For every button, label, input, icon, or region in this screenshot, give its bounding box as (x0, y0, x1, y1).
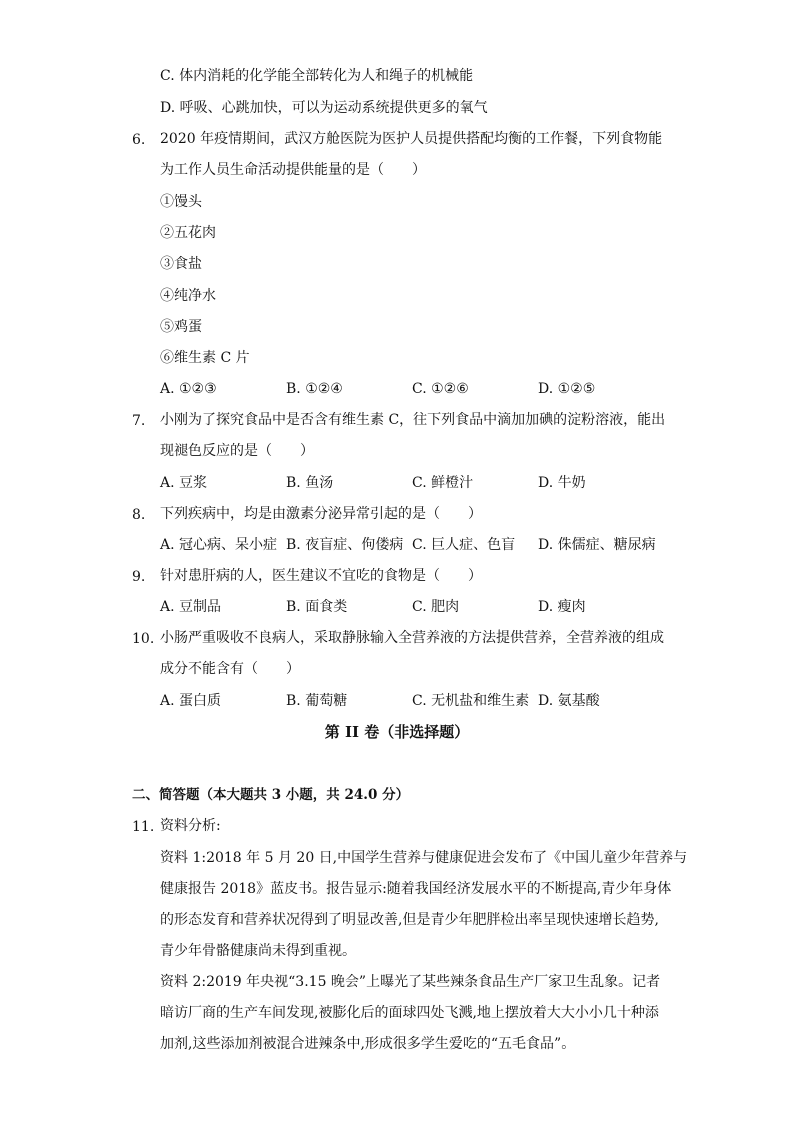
q7-option-b: B. 鱼汤 (286, 475, 334, 491)
q8-option-d: D. 侏儒症、糖尿病 (538, 537, 656, 553)
q11-material2-line3: 加剂,这些添加剂被混合进辣条中,形成很多学生爱吃的“五毛食品”。 (160, 1036, 576, 1052)
q7-option-a: A. 豆浆 (160, 475, 208, 491)
q6-item-2: ②五花肉 (160, 225, 216, 241)
q11-intro: 资料分析: (160, 818, 221, 834)
q7-stem-line2: 现褪色反应的是（ ） (160, 443, 314, 459)
q7-number: 7. (132, 413, 146, 429)
q6-option-c: C. ①②⑥ (412, 381, 469, 397)
q9-stem-line1: 针对患肝病的人，医生建议不宜吃的食物是（ ） (160, 568, 482, 584)
q10-stem-line1: 小肠严重吸收不良病人，采取静脉输入全营养液的方法提供营养，全营养液的组成 (160, 630, 664, 646)
q5-option-d: D. 呼吸、心跳加快，可以为运动系统提供更多的氧气 (160, 100, 488, 116)
q8-stem-line1: 下列疾病中，均是由激素分泌异常引起的是（ ） (160, 506, 482, 522)
q8-option-c: C. 巨人症、色盲 (412, 537, 516, 553)
q11-material1-line4: 青少年骨骼健康尚未得到重视。 (160, 943, 356, 959)
q9-option-b: B. 面食类 (286, 599, 348, 615)
section2-header: 二、简答题（本大题共 3 小题，共 24.0 分） (132, 787, 410, 803)
q6-item-5: ⑤鸡蛋 (160, 319, 202, 335)
part2-title: 第 II 卷（非选择题） (324, 723, 470, 741)
q11-material1-line1: 资料 1:2018 年 5 月 20 日,中国学生营养与健康促进会发布了《中国儿童少年营养与 (160, 850, 688, 866)
q9-option-a: A. 豆制品 (160, 599, 222, 615)
q10-number: 10. (132, 631, 155, 647)
q7-stem-line1: 小刚为了探究食品中是否含有维生素 C，往下列食品中滴加加碘的淀粉溶液，能出 (160, 412, 666, 428)
q10-stem-line2: 成分不能含有（ ） (160, 661, 300, 677)
q6-item-6: ⑥维生素 C 片 (160, 350, 250, 366)
q10-option-d: D. 氨基酸 (538, 693, 600, 709)
q10-option-b: B. 葡萄糖 (286, 693, 348, 709)
q11-number: 11. (132, 819, 155, 835)
q6-option-a: A. ①②③ (160, 381, 217, 397)
q6-number: 6. (132, 132, 146, 148)
q7-option-d: D. 牛奶 (538, 475, 586, 491)
q8-option-a: A. 冠心病、呆小症 (160, 537, 278, 553)
q11-material1-line3: 的形态发育和营养状况得到了明显改善,但是青少年肥胖检出率呈现快速增长趋势, (160, 912, 659, 928)
q7-option-c: C. 鲜橙汁 (412, 475, 474, 491)
q5-option-c: C. 体内消耗的化学能全部转化为人和绳子的机械能 (160, 68, 474, 84)
q9-option-d: D. 瘦肉 (538, 599, 586, 615)
q9-option-c: C. 肥肉 (412, 599, 460, 615)
q6-item-3: ③食盐 (160, 256, 202, 272)
q11-material1-line2: 健康报告 2018》蓝皮书。报告显示:随着我国经济发展水平的不断提高,青少年身体 (160, 881, 672, 897)
q11-material2-line1: 资料 2:2019 年央视“3.15 晚会”上曝光了某些辣条食品生产厂家卫生乱象。记者 (160, 974, 661, 990)
q6-item-4: ④纯净水 (160, 288, 216, 304)
q6-option-d: D. ①②⑤ (538, 381, 596, 397)
q6-option-b: B. ①②④ (286, 381, 343, 397)
q9-number: 9. (132, 569, 146, 585)
q10-option-c: C. 无机盐和维生素 (412, 693, 530, 709)
q6-item-1: ①馒头 (160, 194, 202, 210)
q8-number: 8. (132, 507, 146, 523)
q11-material2-line2: 暗访厂商的生产车间发现,被膨化后的面球四处飞溅,地上摆放着大大小小几十种添 (160, 1005, 659, 1021)
q6-stem-line1: 2020 年疫情期间，武汉方舱医院为医护人员提供搭配均衡的工作餐，下列食物能 (160, 131, 663, 147)
q8-option-b: B. 夜盲症、佝偻病 (286, 537, 404, 553)
q10-option-a: A. 蛋白质 (160, 693, 222, 709)
q6-stem-line2: 为工作人员生命活动提供能量的是（ ） (160, 162, 426, 178)
